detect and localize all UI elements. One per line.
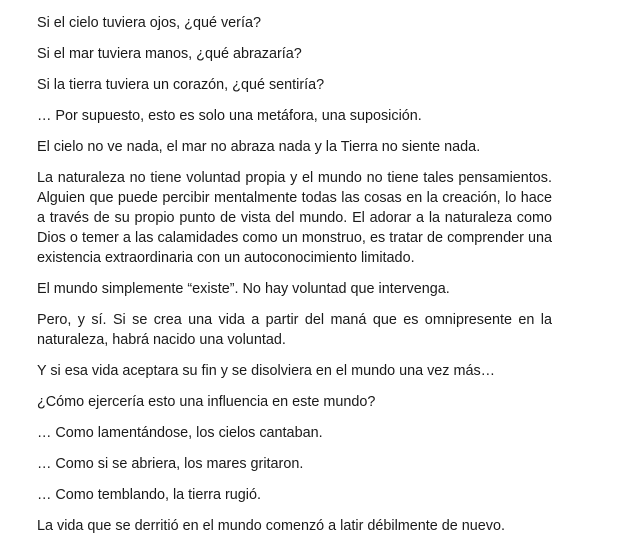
paragraph-9: Y si esa vida aceptara su fin y se disolviera en el mundo una vez más… <box>37 363 496 379</box>
paragraph-11: … Como lamentándose, los cielos cantaban. <box>37 425 323 441</box>
document-page <box>37 13 552 547</box>
paragraph-2: Si el mar tuviera manos, ¿qué abrazaría? <box>37 46 302 62</box>
paragraph-4: … Por supuesto, esto es solo una metáfora, una suposición. <box>37 108 422 124</box>
paragraph-13: … Como temblando, la tierra rugió. <box>37 487 261 503</box>
paragraph-6: La naturaleza no tiene voluntad propia y el mundo no tiene tales pensamientos. Alguien que puede percibir mentalmente todas las cosas en la creación, lo hace a través de su propio punto de vista del mundo. El adorar a la naturaleza como Dios o temer a las calamidades como un monstruo, es tratar de comprender una existencia extraordinaria con un autoconocimiento limitado. <box>37 170 552 266</box>
paragraph-7: El mundo simplemente “existe”. No hay voluntad que intervenga. <box>37 281 450 297</box>
paragraph-8: Pero, y sí. Si se crea una vida a partir del maná que es omnipresente en la naturaleza, habrá nacido una voluntad. <box>37 312 552 348</box>
paragraph-10: ¿Cómo ejercería esto una influencia en este mundo? <box>37 394 376 410</box>
paragraph-14: La vida que se derritió en el mundo comenzó a latir débilmente de nuevo. <box>37 518 505 534</box>
paragraph-12: … Como si se abriera, los mares gritaron. <box>37 456 304 472</box>
paragraph-1: Si el cielo tuviera ojos, ¿qué vería? <box>37 15 261 31</box>
paragraph-5: El cielo no ve nada, el mar no abraza nada y la Tierra no siente nada. <box>37 139 481 155</box>
paragraph-3: Si la tierra tuviera un corazón, ¿qué sentiría? <box>37 77 325 93</box>
